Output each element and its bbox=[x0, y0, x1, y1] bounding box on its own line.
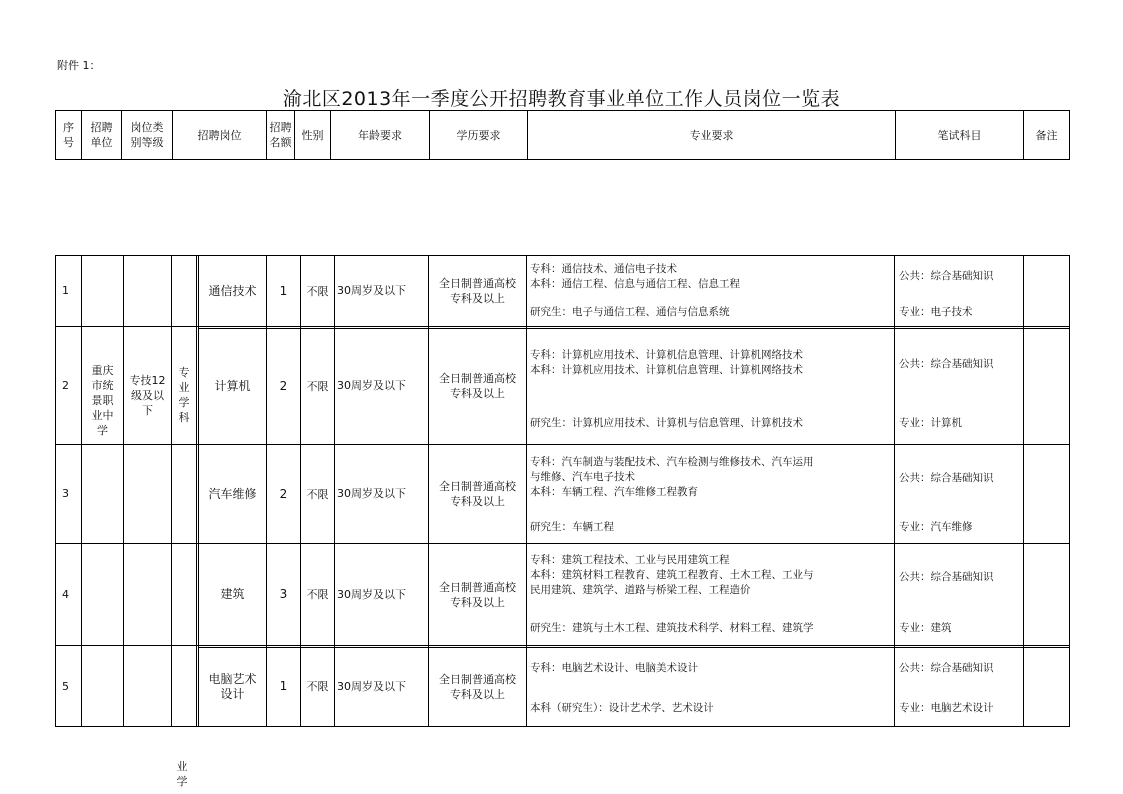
row-post: 电脑艺术 设计 bbox=[208, 671, 257, 701]
col-line bbox=[1023, 255, 1024, 727]
table-bottom-border bbox=[55, 726, 1070, 727]
header-gender: 性别 bbox=[295, 111, 331, 159]
row-major-bottom: 本科（研究生）：设计艺术学、艺术设计 bbox=[530, 702, 714, 714]
header-age: 年龄要求 bbox=[331, 111, 430, 159]
row-exam-public: 公共：综合基础知识 bbox=[899, 662, 994, 674]
row-education: 全日制普通高校 专科及以上 bbox=[439, 580, 516, 609]
row-exam-major: 专业：汽车维修 bbox=[899, 521, 973, 533]
post-type-fragment: 业 学 bbox=[176, 760, 188, 788]
row-divider bbox=[55, 645, 1070, 646]
row-education: 全日制普通高校 专科及以上 bbox=[439, 372, 516, 400]
col-line bbox=[196, 255, 197, 727]
header-unit: 招聘 单位 bbox=[82, 111, 122, 159]
row-post: 建筑 bbox=[220, 587, 245, 601]
row-divider bbox=[55, 326, 1070, 327]
row-post: 汽车维修 bbox=[208, 486, 257, 501]
row-exam-public: 公共：综合基础知识 bbox=[899, 270, 994, 282]
row-age: 30周岁及以下 bbox=[337, 379, 406, 392]
table-header bbox=[55, 110, 1070, 160]
header-education: 学历要求 bbox=[430, 111, 528, 159]
row-post: 通信技术 bbox=[208, 283, 257, 298]
row-quota: 1 bbox=[279, 679, 288, 693]
row-gender: 不限 bbox=[306, 680, 329, 693]
header-note: 备注 bbox=[1035, 128, 1058, 142]
header-exam: 笔试科目 bbox=[896, 111, 1024, 159]
row-quota: 3 bbox=[279, 587, 288, 601]
row-exam-major: 专业：计算机 bbox=[899, 417, 962, 429]
post-type: 专 业 学 科 bbox=[178, 366, 190, 424]
row-major-top: 专科：汽车制造与装配技术、汽车检测与维修技术、汽车运用 与维修、汽车电子技术 本科：车辆工程、汽车维修工程教育 bbox=[530, 456, 814, 498]
row-major-top: 专科：计算机应用技术、计算机信息管理、计算机网络技术 本科：计算机应用技术、计算机信息管理、计算机网络技术 bbox=[530, 349, 803, 376]
row-major-top: 专科：建筑工程技术、工业与民用建筑工程 本科：建筑材料工程教育、建筑工程教育、土木工程、工业与 民用建筑、建筑学、道路与桥梁工程、工程造价 bbox=[530, 554, 814, 596]
row-age: 30周岁及以下 bbox=[337, 284, 406, 297]
row-exam-major: 专业：电脑艺术设计 bbox=[899, 702, 994, 714]
row-major-top: 专科：电脑艺术设计、电脑美术设计 bbox=[530, 662, 698, 674]
col-line bbox=[526, 255, 527, 727]
col-line bbox=[334, 255, 335, 727]
row-education: 全日制普通高校 专科及以上 bbox=[439, 672, 516, 701]
col-line bbox=[1069, 255, 1070, 727]
row-gender: 不限 bbox=[306, 588, 329, 601]
row-exam-public: 公共：综合基础知识 bbox=[899, 571, 994, 583]
row-exam-public: 公共：综合基础知识 bbox=[899, 472, 994, 484]
col-line bbox=[55, 255, 56, 727]
row-major-bottom: 研究生：计算机应用技术、计算机与信息管理、计算机技术 bbox=[530, 417, 803, 429]
row-quota: 1 bbox=[279, 283, 288, 298]
page-title: 渝北区2013年一季度公开招聘教育事业单位工作人员岗位一览表 bbox=[282, 88, 841, 110]
row-gender: 不限 bbox=[306, 284, 329, 298]
row-seq: 4 bbox=[62, 587, 69, 601]
row-seq: 3 bbox=[62, 487, 69, 500]
row-exam-major: 专业：建筑 bbox=[899, 622, 952, 634]
row-age: 30周岁及以下 bbox=[337, 679, 406, 693]
header-quota: 招聘 名额 bbox=[267, 111, 295, 159]
row-post: 计算机 bbox=[214, 378, 251, 393]
attachment-label: 附件 1： bbox=[57, 59, 101, 72]
row-quota: 2 bbox=[279, 486, 288, 501]
header-post: 招聘岗位 bbox=[173, 111, 267, 159]
header-major: 专业要求 bbox=[528, 111, 896, 159]
row-seq: 2 bbox=[62, 379, 69, 392]
row-major-bottom: 研究生：电子与通信工程、通信与信息系统 bbox=[530, 306, 730, 318]
row-major-bottom: 研究生：建筑与土木工程、建筑技术科学、材料工程、建筑学 bbox=[530, 622, 814, 634]
row-exam-major: 专业：电子技术 bbox=[899, 306, 973, 318]
col-line bbox=[81, 255, 82, 727]
row-education: 全日制普通高校 专科及以上 bbox=[439, 480, 516, 508]
col-line bbox=[123, 255, 124, 727]
row-quota: 2 bbox=[279, 378, 288, 393]
header-seq: 序 号 bbox=[56, 111, 82, 159]
col-line bbox=[894, 255, 895, 727]
row-age: 30周岁及以下 bbox=[337, 487, 406, 500]
row-major-top: 专科：通信技术、通信电子技术 本科：通信工程、信息与通信工程、信息工程 bbox=[530, 263, 740, 290]
unit-name: 重庆 市统 景职 业中 学 bbox=[91, 363, 114, 437]
row-seq: 5 bbox=[62, 679, 69, 693]
row-exam-public: 公共：综合基础知识 bbox=[899, 358, 994, 370]
row-major-bottom: 研究生：车辆工程 bbox=[530, 521, 614, 533]
header-category: 岗位类 别等级 bbox=[122, 111, 173, 159]
row-education: 全日制普通高校 专科及以上 bbox=[439, 277, 516, 305]
row-seq: 1 bbox=[62, 284, 69, 297]
row-gender: 不限 bbox=[306, 379, 329, 393]
col-line bbox=[171, 255, 172, 727]
category-level: 专技12 级及以 下 bbox=[129, 373, 166, 417]
row-gender: 不限 bbox=[306, 487, 329, 501]
row-age: 30周岁及以下 bbox=[337, 587, 406, 601]
